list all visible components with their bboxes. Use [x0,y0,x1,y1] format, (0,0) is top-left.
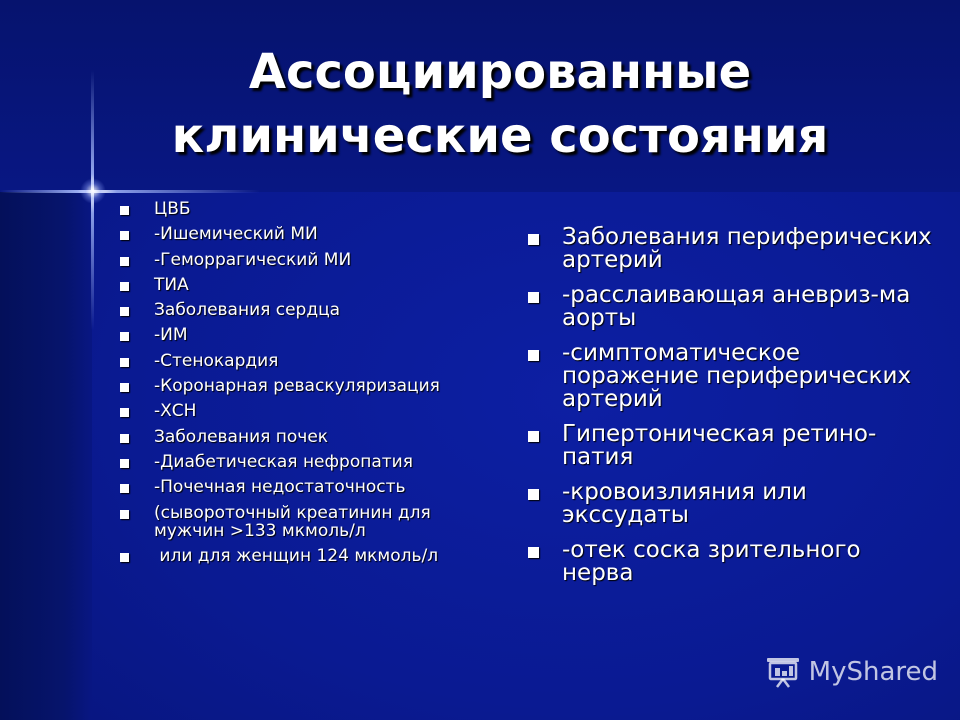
list-item [524,342,934,411]
title-line-1: Ассоциированные [248,44,752,100]
list-item [118,453,488,471]
list-item-text: -Почечная недостаточность [154,477,406,498]
list-item [118,352,488,370]
sparkle-glow [80,178,106,204]
bullet-square-icon [528,350,539,361]
list-item [118,326,488,344]
list-item-text: -ИМ [154,325,188,346]
bullet-square-icon [120,307,129,316]
bullet-square-icon [120,553,129,562]
right-bullet-list [524,226,934,597]
list-item [524,226,934,272]
bullet-square-icon [120,484,129,493]
bullet-square-icon [528,292,539,303]
list-item-text: -кровоизлияния или экссудаты [562,479,807,528]
watermark-text: MyShared [808,657,938,687]
bullet-square-icon [120,510,129,519]
list-item-text: -Коронарная реваскуляризация [154,376,440,397]
bullet-square-icon [528,489,539,500]
bullet-square-icon [528,234,539,245]
bullet-square-icon [120,383,129,392]
list-item [118,251,488,269]
list-item-text: (сывороточный креатинин для мужчин >133 мкмоль/л [154,502,431,541]
slide-title [110,40,890,168]
list-item [118,301,488,319]
list-item-text: -Стенокардия [154,350,279,371]
list-item-text: ЦВБ [154,199,191,219]
bullet-square-icon [528,431,539,442]
list-item-text: -симптоматическое поражение периферических артерий [562,340,912,412]
sparkle-horizontal [0,190,260,193]
list-item-text: Гипертоническая ретино-патия [562,421,877,470]
list-item-text: -Диабетическая нефропатия [154,451,413,472]
list-item-text: Заболевания периферических артерий [562,224,932,273]
list-item-text: -Ишемический МИ [154,224,318,245]
list-item [118,276,488,294]
bullet-square-icon [120,358,129,367]
list-item-text: -Геморрагический МИ [154,249,352,270]
list-item-text: -расслаивающая аневриз-ма аорты [562,282,911,331]
bullet-square-icon [120,231,129,240]
bullet-square-icon [120,206,129,215]
bullet-square-icon [120,434,129,443]
bullet-square-icon [120,459,129,468]
list-item-text: Заболевания почек [154,426,329,447]
list-item-text: ТИА [154,274,189,295]
list-item [118,402,488,420]
list-item [118,377,488,395]
list-item [118,478,488,496]
list-item [118,225,488,243]
bullet-square-icon [120,408,129,417]
bullet-square-icon [120,257,129,266]
list-item [118,428,488,446]
list-item [118,547,488,565]
bullet-square-icon [528,547,539,558]
list-item [118,504,488,540]
list-item [524,481,934,527]
list-item-text: Заболевания сердца [154,300,341,321]
projector-screen-icon [765,656,801,688]
left-bullet-list [118,200,488,572]
list-item [524,423,934,469]
watermark [765,652,938,692]
bullet-square-icon [120,282,129,291]
list-item-text: -ХСН [154,401,197,422]
bullet-square-icon [120,332,129,341]
list-item [118,200,488,218]
list-item-text: -отек соска зрительного нерва [562,537,861,586]
list-item [524,284,934,330]
title-line-2: клинические состояния [171,108,829,164]
list-item-text: или для женщин 124 мкмоль/л [154,545,439,566]
list-item [524,539,934,585]
